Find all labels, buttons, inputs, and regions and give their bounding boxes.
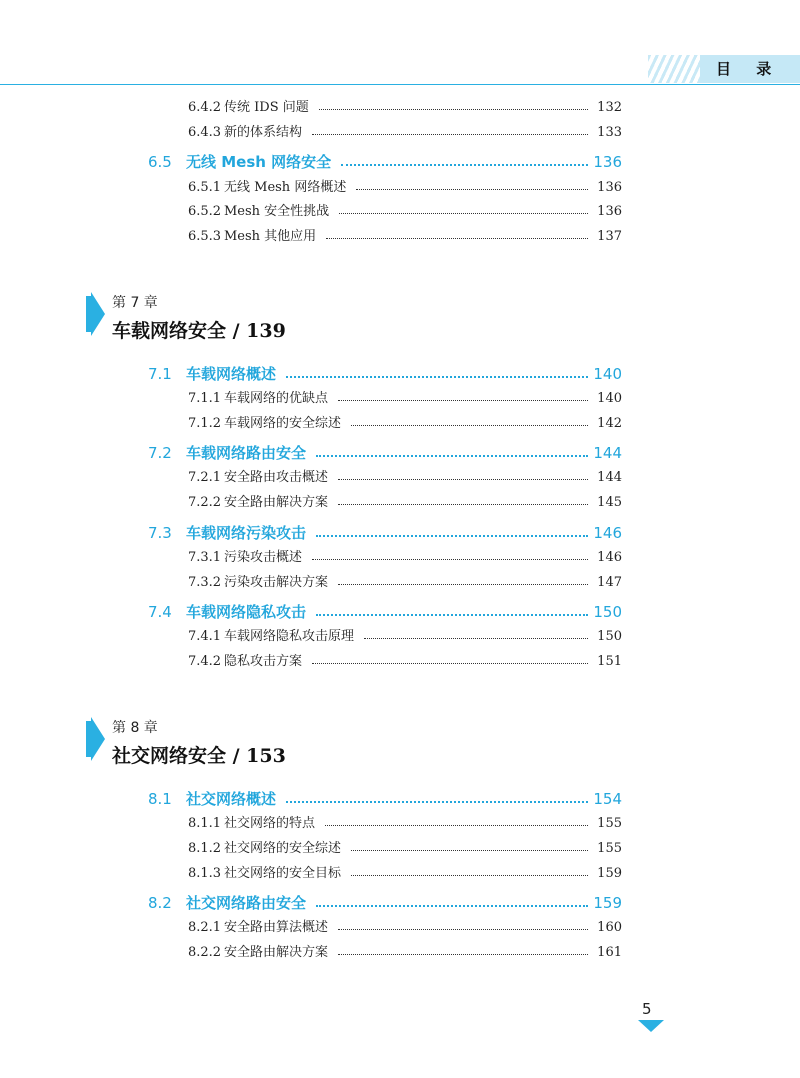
entry-number: 7.3.2 <box>188 575 222 590</box>
dot-leader <box>356 189 588 190</box>
header-rule <box>0 84 800 85</box>
dot-leader <box>325 825 588 826</box>
entry-number: 7.2 <box>148 444 172 462</box>
entry-page-number: 144 <box>593 444 622 462</box>
entry-title: 车载网络隐私攻击 <box>186 603 307 621</box>
entry-number: 7.4 <box>148 603 172 621</box>
entry-title: Mesh 安全性挑战 <box>224 204 330 219</box>
toc-section-entry[interactable] <box>0 150 800 174</box>
entry-title: 社交网络的特点 <box>224 816 316 831</box>
entry-page-number: 150 <box>593 603 622 621</box>
chapter-arrow-icon <box>91 292 105 336</box>
dot-leader <box>364 638 588 639</box>
entry-page-number: 133 <box>597 125 622 140</box>
dot-leader <box>341 164 588 166</box>
entry-page-number: 140 <box>593 365 622 383</box>
entry-title: 社交网络路由安全 <box>186 894 307 912</box>
entry-number: 7.2.1 <box>188 470 222 485</box>
toc-subsection-entry[interactable] <box>0 225 800 249</box>
chapter-arrow-icon <box>91 717 105 761</box>
entry-number: 6.5.2 <box>188 204 222 219</box>
entry-number: 6.5.1 <box>188 180 222 195</box>
entry-page-number: 154 <box>593 790 622 808</box>
dot-leader <box>312 559 588 560</box>
dot-leader <box>319 109 588 110</box>
entry-number: 7.1.1 <box>188 391 222 406</box>
dot-leader <box>316 905 588 907</box>
entry-page-number: 136 <box>597 204 622 219</box>
header-stripes <box>648 55 708 83</box>
entry-number: 7.2.2 <box>188 495 222 510</box>
toc-section-entry[interactable] <box>0 891 800 915</box>
entry-page-number: 151 <box>597 654 622 669</box>
dot-leader <box>338 584 588 585</box>
entry-number: 8.1.2 <box>188 841 222 856</box>
dot-leader <box>326 238 588 239</box>
entry-number: 8.1.3 <box>188 866 222 881</box>
entry-title: 无线 Mesh 网络概述 <box>224 180 347 195</box>
entry-title: 车载网络的优缺点 <box>224 391 329 406</box>
toc-section-entry[interactable] <box>0 600 800 624</box>
toc-subsection-entry[interactable] <box>0 412 800 436</box>
chapter-label: 第 7 章 <box>112 295 158 311</box>
entry-title: 车载网络污染攻击 <box>186 524 307 542</box>
entry-number: 6.5 <box>148 153 172 171</box>
running-header <box>0 55 800 85</box>
entry-title: 安全路由解决方案 <box>224 495 329 510</box>
toc-subsection-entry[interactable] <box>0 812 800 836</box>
toc-subsection-entry[interactable] <box>0 546 800 570</box>
entry-title: 安全路由算法概述 <box>224 920 329 935</box>
chapter-heading[interactable] <box>0 717 800 777</box>
entry-page-number: 155 <box>597 841 622 856</box>
entry-page-number: 145 <box>597 495 622 510</box>
entry-page-number: 155 <box>597 816 622 831</box>
toc-subsection-entry[interactable] <box>0 466 800 490</box>
dot-leader <box>312 134 588 135</box>
dot-leader <box>338 929 588 930</box>
entry-title: 车载网络的安全综述 <box>224 416 342 431</box>
chapter-title: 社交网络安全 / 153 <box>112 745 286 767</box>
entry-page-number: 136 <box>593 153 622 171</box>
dot-leader <box>338 504 588 505</box>
dot-leader <box>316 455 588 457</box>
toc-subsection-entry[interactable] <box>0 941 800 965</box>
toc-subsection-entry[interactable] <box>0 625 800 649</box>
entry-title: 污染攻击概述 <box>224 550 303 565</box>
entry-title: 社交网络的安全综述 <box>224 841 342 856</box>
chapter-title: 车载网络安全 / 139 <box>112 320 286 342</box>
header-title: 目 录 <box>716 60 782 78</box>
entry-number: 7.3.1 <box>188 550 222 565</box>
entry-title: 无线 Mesh 网络安全 <box>186 153 332 171</box>
entry-title: 车载网络路由安全 <box>186 444 307 462</box>
entry-page-number: 146 <box>597 550 622 565</box>
page-marker-triangle <box>638 1020 664 1032</box>
entry-title: 污染攻击解决方案 <box>224 575 329 590</box>
dot-leader <box>351 875 588 876</box>
entry-title: 安全路由解决方案 <box>224 945 329 960</box>
entry-number: 6.5.3 <box>188 229 222 244</box>
dot-leader <box>286 801 588 803</box>
toc-subsection-entry[interactable] <box>0 837 800 861</box>
toc-section-entry[interactable] <box>0 521 800 545</box>
entry-number: 7.1.2 <box>188 416 222 431</box>
dot-leader <box>338 954 588 955</box>
toc-section-entry[interactable] <box>0 787 800 811</box>
toc-subsection-entry[interactable] <box>0 650 800 674</box>
toc-section-entry[interactable] <box>0 441 800 465</box>
chapter-heading[interactable] <box>0 292 800 352</box>
entry-page-number: 159 <box>593 894 622 912</box>
toc-subsection-entry[interactable] <box>0 491 800 515</box>
toc-subsection-entry[interactable] <box>0 387 800 411</box>
entry-number: 6.4.2 <box>188 100 222 115</box>
entry-page-number: 146 <box>593 524 622 542</box>
entry-title: 传统 IDS 问题 <box>224 100 309 115</box>
toc-subsection-entry[interactable] <box>0 571 800 595</box>
entry-page-number: 159 <box>597 866 622 881</box>
dot-leader <box>351 425 588 426</box>
dot-leader <box>338 479 588 480</box>
entry-title: 社交网络概述 <box>186 790 277 808</box>
dot-leader <box>312 663 588 664</box>
entry-title: 社交网络的安全目标 <box>224 866 342 881</box>
entry-page-number: 161 <box>597 945 622 960</box>
entry-page-number: 150 <box>597 629 622 644</box>
toc-subsection-entry[interactable] <box>0 121 800 145</box>
entry-number: 8.1.1 <box>188 816 222 831</box>
toc-subsection-entry[interactable] <box>0 96 800 120</box>
chapter-label: 第 8 章 <box>112 720 158 736</box>
page-number: 5 <box>642 1000 652 1018</box>
entry-title: 车载网络隐私攻击原理 <box>224 629 355 644</box>
dot-leader <box>286 376 588 378</box>
entry-page-number: 140 <box>597 391 622 406</box>
entry-number: 8.2.1 <box>188 920 222 935</box>
entry-page-number: 132 <box>597 100 622 115</box>
entry-number: 8.1 <box>148 790 172 808</box>
toc-section-entry[interactable] <box>0 362 800 386</box>
entry-page-number: 142 <box>597 416 622 431</box>
toc-subsection-entry[interactable] <box>0 862 800 886</box>
toc-subsection-entry[interactable] <box>0 200 800 224</box>
toc-subsection-entry[interactable] <box>0 176 800 200</box>
entry-number: 8.2.2 <box>188 945 222 960</box>
entry-number: 7.4.1 <box>188 629 222 644</box>
entry-page-number: 136 <box>597 180 622 195</box>
entry-number: 6.4.3 <box>188 125 222 140</box>
dot-leader <box>338 400 588 401</box>
entry-title: 隐私攻击方案 <box>224 654 303 669</box>
entry-title: 新的体系结构 <box>224 125 303 140</box>
entry-title: 安全路由攻击概述 <box>224 470 329 485</box>
entry-page-number: 144 <box>597 470 622 485</box>
entry-page-number: 137 <box>597 229 622 244</box>
dot-leader <box>316 535 588 537</box>
entry-number: 7.4.2 <box>188 654 222 669</box>
dot-leader <box>339 213 588 214</box>
dot-leader <box>316 614 588 616</box>
entry-page-number: 147 <box>597 575 622 590</box>
entry-title: 车载网络概述 <box>186 365 277 383</box>
entry-number: 7.3 <box>148 524 172 542</box>
entry-title: Mesh 其他应用 <box>224 229 317 244</box>
toc-subsection-entry[interactable] <box>0 916 800 940</box>
dot-leader <box>351 850 588 851</box>
entry-number: 8.2 <box>148 894 172 912</box>
entry-number: 7.1 <box>148 365 172 383</box>
entry-page-number: 160 <box>597 920 622 935</box>
